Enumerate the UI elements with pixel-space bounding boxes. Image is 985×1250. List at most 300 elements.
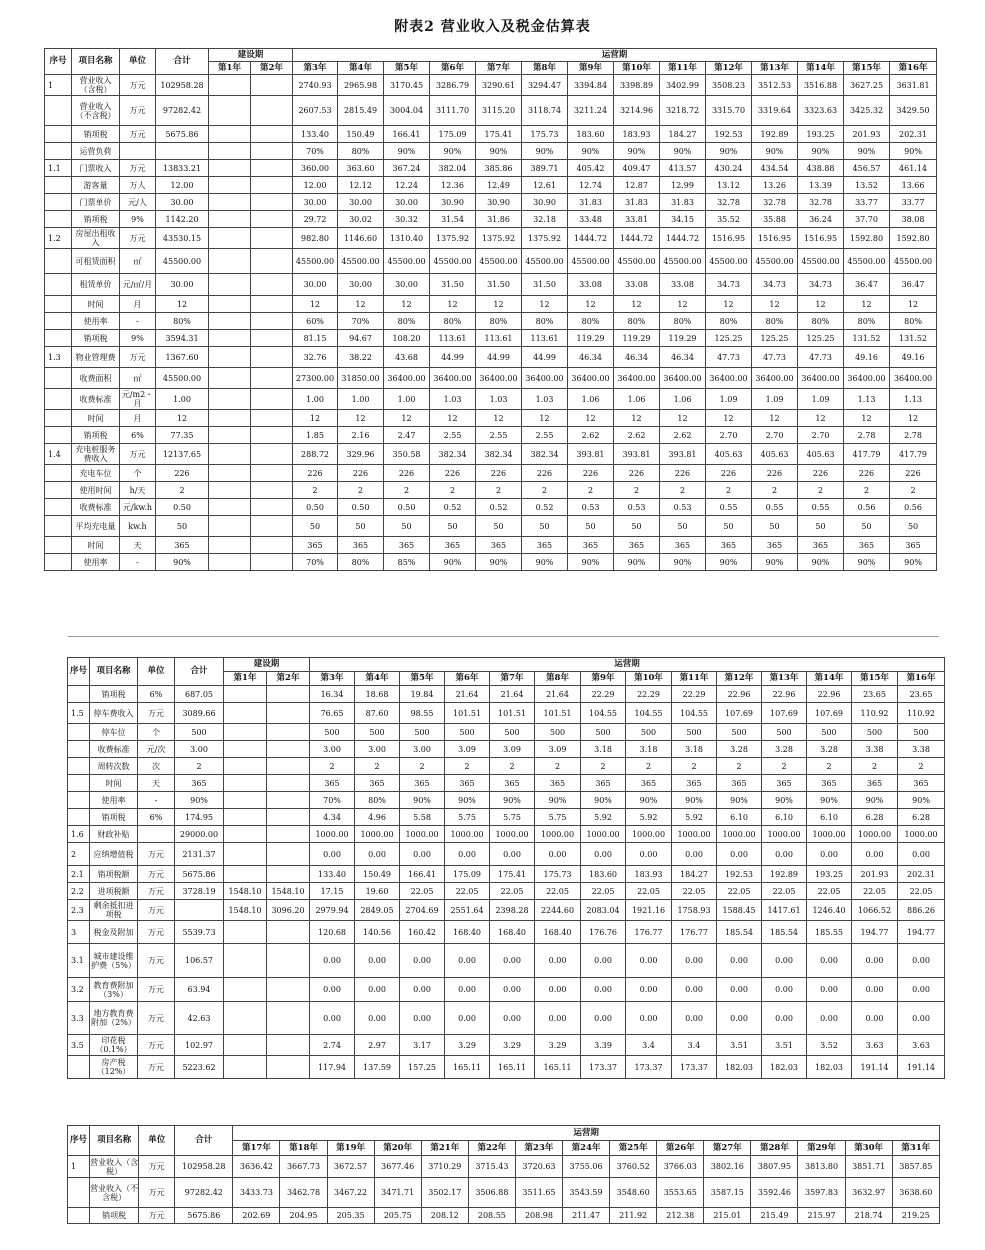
cell-value: 44.99 (522, 347, 568, 368)
row-total: 63.94 (175, 978, 224, 1002)
cell-value: 194.77 (852, 921, 898, 944)
cell-value: 0.52 (430, 499, 476, 516)
row-name: 租赁单价 (72, 274, 120, 296)
row-name: 时间 (72, 537, 120, 554)
cell-value: 3467.22 (327, 1178, 374, 1208)
table-row (45, 465, 937, 482)
cell-value: 212.38 (657, 1208, 704, 1224)
row-unit (120, 143, 156, 160)
cell-value: 409.47 (614, 160, 660, 177)
row-name: 销项税 (72, 126, 120, 143)
row-unit: kw.h (120, 516, 156, 537)
row-seq (45, 554, 72, 571)
header-year: 第20年 (374, 1141, 421, 1156)
cell-value: 365 (626, 775, 672, 792)
cell-value: 0.00 (355, 944, 400, 978)
row-name: 平均充电量 (72, 516, 120, 537)
cell-value: 60% (293, 313, 338, 330)
row-name: 充电桩服务费收入 (72, 444, 120, 465)
cell-value: 0.00 (717, 978, 762, 1002)
cell-value: 2 (430, 482, 476, 499)
table-row (45, 228, 937, 249)
cell-value: 21.64 (535, 686, 581, 703)
row-name: 印花税（0.1%） (90, 1035, 138, 1056)
cell-value: 6.28 (852, 809, 898, 826)
row-seq (45, 482, 72, 499)
cell-value: 45500.00 (338, 249, 384, 274)
cell-value: 2 (355, 758, 400, 775)
header-year: 第9年 (581, 672, 626, 686)
row-seq (68, 1208, 90, 1224)
row-name: 销项税 (90, 809, 138, 826)
row-name: 周转次数 (90, 758, 138, 775)
cell-value: 3802.16 (704, 1156, 751, 1178)
cell-value: 3715.43 (468, 1156, 515, 1178)
cell-value: 2 (717, 758, 762, 775)
row-total (156, 143, 209, 160)
cell-value: 3638.60 (892, 1178, 939, 1208)
cell-value: 1592.80 (844, 228, 890, 249)
cell-value: 3.29 (445, 1035, 490, 1056)
cell-value: 2.97 (355, 1035, 400, 1056)
cell-value: 36400.00 (706, 368, 752, 389)
table-row (68, 758, 945, 775)
cell-value: 12.61 (522, 177, 568, 194)
header-year: 第1年 (209, 62, 251, 75)
cell-value (267, 724, 310, 741)
row-total: 45500.00 (156, 249, 209, 274)
cell-value: 0.50 (384, 499, 430, 516)
row-name: 停车费收入 (90, 703, 138, 724)
cell-value: 47.73 (706, 347, 752, 368)
cell-value: 2979.94 (310, 900, 355, 921)
cell-value: 45500.00 (430, 249, 476, 274)
cell-value: 119.29 (614, 330, 660, 347)
table-row (68, 703, 945, 724)
cell-value: 500 (807, 724, 852, 741)
cell-value: 90% (807, 792, 852, 809)
cell-value: 1.03 (430, 389, 476, 410)
row-name: 财政补贴 (90, 826, 138, 843)
cell-value (251, 211, 293, 228)
cell-value (267, 792, 310, 809)
cell-value: 3286.79 (430, 75, 476, 96)
row-unit: 万元 (139, 1208, 175, 1224)
cell-value: 166.41 (400, 866, 445, 883)
cell-value: 168.40 (490, 921, 535, 944)
cell-value: 90% (890, 143, 937, 160)
cell-value: 182.03 (762, 1056, 807, 1079)
cell-value: 80% (384, 313, 430, 330)
cell-value: 365 (310, 775, 355, 792)
cell-value (267, 978, 310, 1002)
cell-value: 50 (384, 516, 430, 537)
cell-value: 2 (762, 758, 807, 775)
cell-value: 31.83 (614, 194, 660, 211)
row-name: 地方教育费附加（2%） (90, 1002, 138, 1035)
row-seq (45, 143, 72, 160)
row-total (175, 900, 224, 921)
cell-value: 12 (384, 410, 430, 427)
cell-value: 0.00 (762, 843, 807, 866)
cell-value: 12 (660, 296, 706, 313)
table-row (45, 389, 937, 410)
cell-value: 17.15 (310, 883, 355, 900)
cell-value: 2 (535, 758, 581, 775)
row-unit: 万元 (138, 1056, 175, 1079)
cell-value: 183.60 (568, 126, 614, 143)
header-seq: 序号 (68, 1126, 90, 1156)
cell-value: 175.73 (535, 866, 581, 883)
cell-value: 204.95 (280, 1208, 327, 1224)
header-year: 第25年 (610, 1141, 657, 1156)
cell-value: 2244.60 (535, 900, 581, 921)
header-name: 项目名称 (72, 49, 120, 75)
cell-value (224, 724, 267, 741)
cell-value: 22.05 (626, 883, 672, 900)
cell-value: 2704.69 (400, 900, 445, 921)
cell-value: 202.31 (898, 866, 945, 883)
cell-value: 2.78 (890, 427, 937, 444)
cell-value: 382.34 (430, 444, 476, 465)
row-total: 29000.00 (175, 826, 224, 843)
header-name: 项目名称 (90, 658, 138, 686)
cell-value: 45500.00 (614, 249, 660, 274)
cell-value: 219.25 (892, 1208, 939, 1224)
cell-value: 1000.00 (535, 826, 581, 843)
cell-value: 3506.88 (468, 1178, 515, 1208)
cell-value: 1000.00 (310, 826, 355, 843)
cell-value: 90% (400, 792, 445, 809)
row-seq: 1.1 (45, 160, 72, 177)
cell-value: 90% (798, 143, 844, 160)
cell-value: 350.58 (384, 444, 430, 465)
row-name: 时间 (72, 296, 120, 313)
cell-value (251, 126, 293, 143)
cell-value: 45500.00 (706, 249, 752, 274)
cell-value: 365 (430, 537, 476, 554)
row-total: 102958.28 (175, 1156, 233, 1178)
cell-value: 1375.92 (476, 228, 522, 249)
cell-value: 2 (614, 482, 660, 499)
row-unit: 万元 (139, 1156, 175, 1178)
cell-value: 80% (798, 313, 844, 330)
cell-value (251, 96, 293, 126)
row-seq: 3 (68, 921, 90, 944)
row-total: 102958.28 (156, 75, 209, 96)
row-seq (45, 211, 72, 228)
cell-value: 12 (752, 410, 798, 427)
table-row (45, 177, 937, 194)
cell-value: 3851.71 (845, 1156, 892, 1178)
cell-value: 3636.42 (233, 1156, 280, 1178)
cell-value (209, 211, 251, 228)
cell-value: 12 (338, 296, 384, 313)
cell-value: 3.18 (626, 741, 672, 758)
cell-value: 329.96 (338, 444, 384, 465)
cell-value: 1444.72 (660, 228, 706, 249)
cell-value: 3111.70 (430, 96, 476, 126)
header-year: 第16年 (890, 62, 937, 75)
cell-value: 3170.45 (384, 75, 430, 96)
row-unit: 元/㎡/月 (120, 274, 156, 296)
row-total: 1367.60 (156, 347, 209, 368)
cell-value: 13.52 (844, 177, 890, 194)
table-row (68, 1056, 945, 1079)
cell-value: 3.18 (672, 741, 717, 758)
cell-value: 3.52 (807, 1035, 852, 1056)
cell-value: 27300.00 (293, 368, 338, 389)
cell-value: 417.79 (890, 444, 937, 465)
cell-value (251, 389, 293, 410)
cell-value: 90% (660, 554, 706, 571)
cell-value (251, 427, 293, 444)
cell-value: 3516.88 (798, 75, 844, 96)
row-name: 运营负荷 (72, 143, 120, 160)
row-name: 收费标准 (72, 389, 120, 410)
cell-value: 2.70 (752, 427, 798, 444)
cell-value: 1548.10 (267, 883, 310, 900)
cell-value: 430.24 (706, 160, 752, 177)
cell-value: 22.96 (807, 686, 852, 703)
cell-value: 1310.40 (384, 228, 430, 249)
cell-value (251, 330, 293, 347)
cell-value: 3315.70 (706, 96, 752, 126)
cell-value: 211.92 (610, 1208, 657, 1224)
cell-value (209, 160, 251, 177)
cell-value (224, 1002, 267, 1035)
row-total: 687.05 (175, 686, 224, 703)
table-row (45, 347, 937, 368)
cell-value: 1.85 (293, 427, 338, 444)
cell-value: 202.69 (233, 1208, 280, 1224)
cell-value: 3.17 (400, 1035, 445, 1056)
cell-value: 90% (890, 554, 937, 571)
row-name: 房屋出租收入 (72, 228, 120, 249)
cell-value: 50 (568, 516, 614, 537)
row-name: 收费标准 (72, 499, 120, 516)
row-seq (68, 686, 90, 703)
cell-value: 13.12 (706, 177, 752, 194)
header-unit: 单位 (120, 49, 156, 75)
cell-value: 45500.00 (522, 249, 568, 274)
row-unit: 元/m2・月 (120, 389, 156, 410)
cell-value (209, 410, 251, 427)
cell-value: 183.93 (626, 866, 672, 883)
cell-value: 30.02 (338, 211, 384, 228)
cell-value: 1417.61 (762, 900, 807, 921)
cell-value (224, 1056, 267, 1079)
cell-value: 3211.24 (568, 96, 614, 126)
cell-value: 405.63 (706, 444, 752, 465)
row-seq (45, 126, 72, 143)
row-seq (68, 809, 90, 826)
cell-value: 2.62 (614, 427, 660, 444)
row-total: 365 (175, 775, 224, 792)
header-year: 第8年 (522, 62, 568, 75)
cell-value: 192.53 (717, 866, 762, 883)
table-row (45, 194, 937, 211)
cell-value: 110.92 (898, 703, 945, 724)
cell-value: 500 (310, 724, 355, 741)
cell-value: 215.97 (798, 1208, 845, 1224)
cell-value: 3.4 (626, 1035, 672, 1056)
row-total: 42.63 (175, 1002, 224, 1035)
row-seq: 1 (45, 75, 72, 96)
cell-value: 405.63 (752, 444, 798, 465)
row-total: 365 (156, 537, 209, 554)
cell-value: 12 (614, 410, 660, 427)
cell-value: 3755.06 (563, 1156, 610, 1178)
cell-value: 36400.00 (660, 368, 706, 389)
cell-value: 12 (476, 296, 522, 313)
cell-value: 3.09 (490, 741, 535, 758)
row-seq (68, 1056, 90, 1079)
row-unit: ㎡ (120, 368, 156, 389)
cell-value: 90% (614, 143, 660, 160)
cell-value (267, 843, 310, 866)
row-total: 174.95 (175, 809, 224, 826)
row-unit: 元/人 (120, 194, 156, 211)
cell-value: 12.74 (568, 177, 614, 194)
cell-value: 31850.00 (338, 368, 384, 389)
cell-value: 226 (706, 465, 752, 482)
cell-value: 2 (672, 758, 717, 775)
row-total: 90% (156, 554, 209, 571)
cell-value: 107.69 (717, 703, 762, 724)
cell-value: 3.63 (898, 1035, 945, 1056)
cell-value: 3.09 (445, 741, 490, 758)
cell-value (267, 1056, 310, 1079)
cell-value: 3294.47 (522, 75, 568, 96)
table-row (45, 368, 937, 389)
cell-value: 1.09 (752, 389, 798, 410)
table-row (45, 516, 937, 537)
cell-value: 0.00 (898, 1002, 945, 1035)
row-seq: 3.3 (68, 1002, 90, 1035)
row-unit: 万元 (120, 347, 156, 368)
header-year: 第19年 (327, 1141, 374, 1156)
cell-value: 2 (581, 758, 626, 775)
cell-value: 461.14 (890, 160, 937, 177)
row-total: 226 (156, 465, 209, 482)
row-total: 5539.73 (175, 921, 224, 944)
cell-value: 201.93 (844, 126, 890, 143)
cell-value: 36400.00 (476, 368, 522, 389)
cell-value (209, 444, 251, 465)
cell-value: 36400.00 (752, 368, 798, 389)
cell-value: 12.00 (293, 177, 338, 194)
cell-value: 80% (660, 313, 706, 330)
cell-value: 33.08 (660, 274, 706, 296)
cell-value: 2.55 (522, 427, 568, 444)
cell-value: 1516.95 (798, 228, 844, 249)
cell-value: 90% (752, 143, 798, 160)
table-row (68, 826, 945, 843)
row-unit: 万元 (138, 900, 175, 921)
cell-value: 3597.83 (798, 1178, 845, 1208)
cell-value: 45500.00 (476, 249, 522, 274)
cell-value: 365 (445, 775, 490, 792)
cell-value: 0.00 (626, 1002, 672, 1035)
row-name: 停车位 (90, 724, 138, 741)
cell-value: 19.60 (355, 883, 400, 900)
row-unit: 万元 (138, 978, 175, 1002)
cell-value: 12 (706, 296, 752, 313)
row-unit: 万元 (139, 1178, 175, 1208)
cell-value: 0.00 (852, 978, 898, 1002)
cell-value: 0.53 (660, 499, 706, 516)
cell-value: 119.29 (660, 330, 706, 347)
cell-value: 50 (752, 516, 798, 537)
revenue-tax-table-part-2 (67, 657, 945, 1079)
cell-value: 194.77 (898, 921, 945, 944)
row-name: 销项税 (90, 1208, 139, 1224)
cell-value: 90% (445, 792, 490, 809)
cell-value: 173.37 (672, 1056, 717, 1079)
cell-value: 85% (384, 554, 430, 571)
cell-value (224, 703, 267, 724)
cell-value: 101.51 (445, 703, 490, 724)
row-seq (68, 1178, 90, 1208)
row-total: 106.57 (175, 944, 224, 978)
cell-value: 50 (798, 516, 844, 537)
cell-value: 365 (706, 537, 752, 554)
table-row (68, 724, 945, 741)
cell-value: 6.10 (762, 809, 807, 826)
cell-value: 133.40 (293, 126, 338, 143)
cell-value: 1548.10 (224, 883, 267, 900)
cell-value: 12 (568, 296, 614, 313)
table-row (45, 211, 937, 228)
cell-value: 226 (844, 465, 890, 482)
cell-value: 30.32 (384, 211, 430, 228)
row-name: 可租赁面积 (72, 249, 120, 274)
header-year: 第24年 (563, 1141, 610, 1156)
cell-value: 31.50 (476, 274, 522, 296)
cell-value: 30.00 (338, 274, 384, 296)
cell-value: 31.83 (568, 194, 614, 211)
cell-value: 2.62 (568, 427, 614, 444)
cell-value: 191.14 (852, 1056, 898, 1079)
cell-value: 500 (355, 724, 400, 741)
row-seq (68, 792, 90, 809)
cell-value: 113.61 (476, 330, 522, 347)
cell-value: 1246.40 (807, 900, 852, 921)
cell-value (251, 296, 293, 313)
row-seq (45, 368, 72, 389)
cell-value: 80% (614, 313, 660, 330)
cell-value: 3502.17 (421, 1178, 468, 1208)
row-total: 5675.86 (156, 126, 209, 143)
cell-value (224, 686, 267, 703)
cell-value: 12.99 (660, 177, 706, 194)
row-total: 2 (156, 482, 209, 499)
cell-value: 12 (890, 410, 937, 427)
cell-value: 5.92 (626, 809, 672, 826)
cell-value: 205.35 (327, 1208, 374, 1224)
cell-value: 90% (844, 554, 890, 571)
cell-value: 2 (798, 482, 844, 499)
cell-value: 3.39 (581, 1035, 626, 1056)
cell-value (209, 427, 251, 444)
cell-value: 365 (614, 537, 660, 554)
cell-value: 0.00 (535, 1002, 581, 1035)
row-unit: 万元 (120, 444, 156, 465)
cell-value: 12 (293, 296, 338, 313)
cell-value: 21.64 (490, 686, 535, 703)
cell-value: 202.31 (890, 126, 937, 143)
